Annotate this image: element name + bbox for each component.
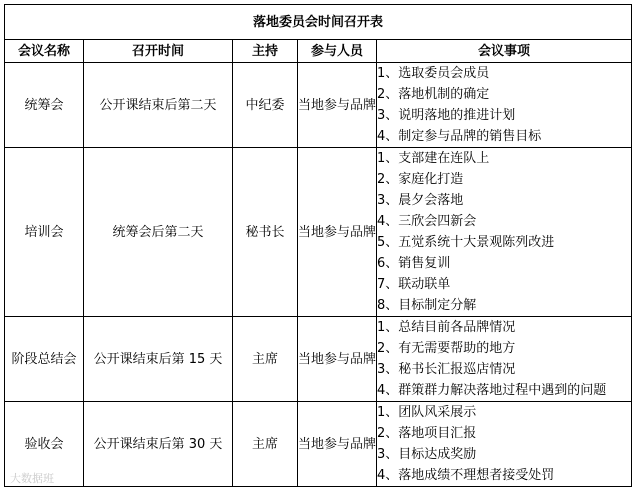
agenda-item: 4、制定参与品牌的销售目标	[377, 129, 542, 144]
table-row	[5, 402, 632, 487]
agenda-cell	[377, 148, 632, 317]
participants-cell: 当地参与品牌	[298, 63, 377, 148]
meeting-time-cell: 公开课结束后第二天	[84, 63, 233, 148]
agenda-item: 4、三欣会四新会	[377, 214, 477, 229]
agenda-item: 8、目标制定分解	[377, 298, 477, 313]
agenda-item: 2、有无需要帮助的地方	[377, 341, 516, 356]
host-cell: 主席	[233, 317, 298, 402]
meeting-time-cell: 公开课结束后第 30 天	[84, 402, 233, 487]
table-row	[5, 63, 632, 148]
host-cell: 中纪委	[233, 63, 298, 148]
header-participants: 参与人员	[298, 40, 377, 63]
agenda-item: 2、落地项目汇报	[377, 426, 477, 441]
meeting-name-cell: 统筹会	[5, 63, 84, 148]
meeting-schedule-table	[4, 4, 632, 487]
header-host: 主持	[233, 40, 298, 63]
agenda-item: 1、选取委员会成员	[377, 66, 490, 81]
agenda-cell	[377, 317, 632, 402]
meeting-name-cell: 阶段总结会	[5, 317, 84, 402]
agenda-item: 1、总结目前各品牌情况	[377, 320, 516, 335]
header-meeting-name: 会议名称	[5, 40, 84, 63]
agenda-item: 1、团队风采展示	[377, 405, 477, 420]
participants-cell: 当地参与品牌	[298, 317, 377, 402]
table-row	[5, 317, 632, 402]
host-cell: 主席	[233, 402, 298, 487]
meeting-time-cell: 统筹会后第二天	[84, 148, 233, 317]
watermark-text: 大数据班	[10, 472, 54, 485]
table-body	[5, 63, 632, 487]
table-row	[5, 148, 632, 317]
agenda-item: 3、晨夕会落地	[377, 193, 464, 208]
table-title: 落地委员会时间召开表	[5, 5, 632, 40]
agenda-item: 4、群策群力解决落地过程中遇到的问题	[377, 383, 607, 398]
agenda-item: 5、五觉系统十大景观陈列改进	[377, 235, 555, 250]
header-row	[5, 40, 632, 63]
header-agenda: 会议事项	[377, 40, 632, 63]
agenda-item: 3、目标达成奖励	[377, 447, 477, 462]
agenda-item: 2、家庭化打造	[377, 172, 464, 187]
agenda-cell	[377, 402, 632, 487]
host-cell: 秘书长	[233, 148, 298, 317]
agenda-item: 3、说明落地的推进计划	[377, 108, 516, 123]
meeting-schedule-sheet	[4, 4, 631, 487]
participants-cell: 当地参与品牌	[298, 148, 377, 317]
agenda-item: 7、联动联单	[377, 277, 451, 292]
agenda-item: 2、落地机制的确定	[377, 87, 490, 102]
agenda-cell	[377, 63, 632, 148]
agenda-item: 6、销售复训	[377, 256, 451, 271]
meeting-time-cell: 公开课结束后第 15 天	[84, 317, 233, 402]
meeting-name-cell: 验收会	[5, 402, 84, 487]
header-meeting-time: 召开时间	[84, 40, 233, 63]
meeting-name-cell: 培训会	[5, 148, 84, 317]
participants-cell: 当地参与品牌	[298, 402, 377, 487]
agenda-item: 1、支部建在连队上	[377, 151, 490, 166]
agenda-item: 4、落地成绩不理想者接受处罚	[377, 468, 555, 483]
agenda-item: 3、秘书长汇报巡店情况	[377, 362, 516, 377]
